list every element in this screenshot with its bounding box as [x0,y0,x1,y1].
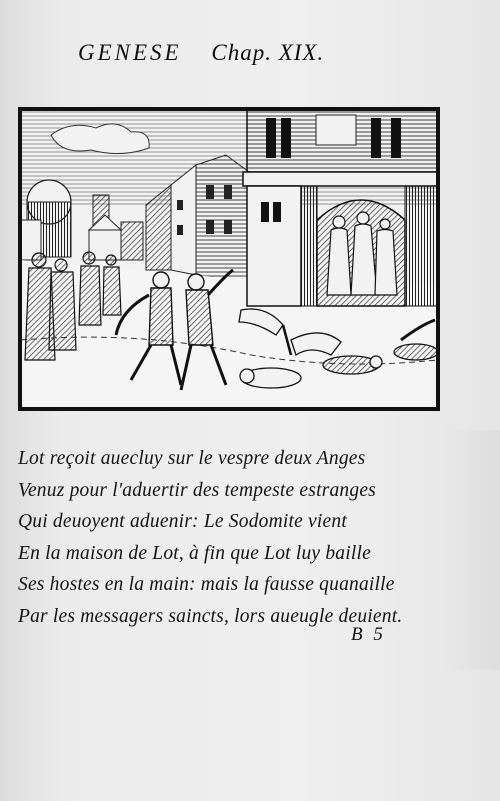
verse-line: Qui deuoyent aduenir: Le Sodomite vient [18,511,347,532]
chapter-heading: Chap. XIX. [211,40,325,65]
verse-line: En la maison de Lot, à fin que Lot luy baille [18,542,371,564]
signature-mark: B 5 [351,624,386,645]
verse-line: Lot reçoit auecluy sur le vespre deux Anges [18,448,366,469]
verse-line: Ses hostes en la main: mais la fausse quanaille [18,574,395,595]
woodcut-engraving-icon [21,110,437,408]
verse-line: Par les messagers saincts, lors aueugle deuient. [18,605,403,627]
woodcut-illustration [18,107,440,411]
verse-line: Venuz pour l'aduertir des tempeste estranges [18,479,376,501]
show-through-shadow [440,430,500,670]
verse-text [18,443,448,632]
book-title: GENESE [78,40,182,65]
running-header [78,40,378,66]
